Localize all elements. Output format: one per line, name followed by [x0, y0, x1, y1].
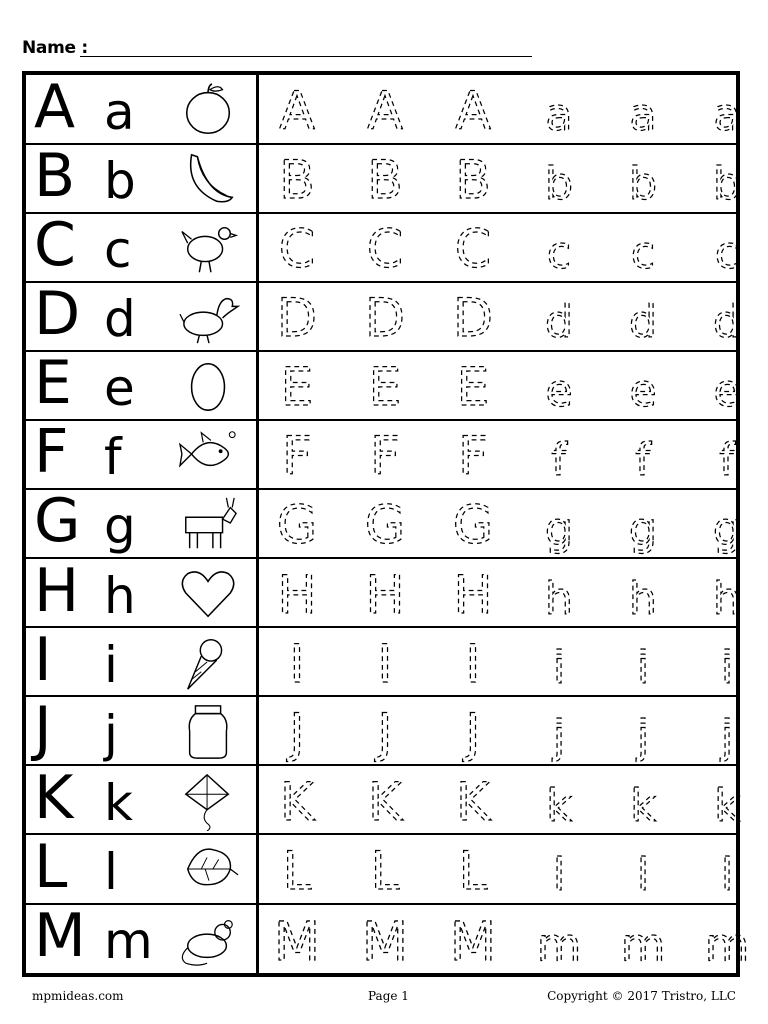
letter-cell [26, 141, 259, 212]
trace-lowercase-b[interactable] [688, 144, 766, 212]
svg-text:I: I [289, 634, 305, 695]
letter-row-j [26, 693, 736, 767]
uppercase-letter: B [34, 141, 76, 212]
svg-text:I: I [377, 634, 393, 695]
svg-text:J: J [465, 703, 481, 764]
svg-text:a: a [545, 90, 573, 142]
svg-text:L: L [458, 841, 488, 902]
trace-lowercase-g[interactable] [688, 489, 766, 557]
trace-uppercase-e[interactable] [258, 351, 336, 419]
svg-text:H: H [365, 565, 405, 626]
jar-icon [178, 702, 240, 762]
trace-uppercase-e[interactable] [346, 351, 424, 419]
letter-row-m [26, 900, 750, 974]
svg-text:E: E [456, 358, 490, 419]
trace-lowercase-d[interactable] [520, 282, 598, 350]
trace-lowercase-b[interactable] [520, 144, 598, 212]
svg-text:h: h [712, 573, 742, 625]
trace-uppercase-j[interactable] [258, 697, 336, 765]
lowercase-letter: g [104, 497, 136, 556]
svg-text:H: H [277, 565, 317, 626]
egg-icon [178, 356, 240, 416]
trace-uppercase-h[interactable] [346, 559, 424, 627]
svg-text:b: b [712, 159, 742, 211]
svg-text:l: l [552, 849, 566, 901]
trace-uppercase-l[interactable] [346, 835, 424, 903]
trace-uppercase-h[interactable] [434, 559, 512, 627]
uppercase-letter: L [34, 831, 68, 902]
svg-text:E: E [280, 358, 314, 419]
mouse-icon [178, 909, 240, 969]
svg-text:F: F [281, 427, 313, 488]
svg-text:a: a [713, 90, 741, 142]
letter-cell [26, 624, 259, 696]
svg-text:L: L [370, 841, 400, 902]
svg-text:f: f [635, 435, 651, 487]
trace-uppercase-m[interactable] [346, 904, 424, 974]
letter-cell [26, 693, 259, 765]
uppercase-letter: D [34, 279, 81, 350]
letter-cell [26, 900, 259, 974]
svg-text:A: A [455, 82, 491, 143]
trace-lowercase-j[interactable] [604, 697, 682, 765]
kite-icon [178, 771, 240, 831]
uppercase-letter: K [34, 762, 74, 833]
trace-uppercase-a[interactable] [258, 75, 336, 143]
letter-row-a [26, 72, 741, 145]
footer-site: mpmideas.com [32, 989, 124, 1003]
svg-text:m: m [536, 917, 582, 972]
uppercase-letter: J [34, 693, 52, 764]
trace-uppercase-l[interactable] [258, 835, 336, 903]
trace-lowercase-c[interactable] [688, 213, 766, 281]
svg-text:l: l [720, 849, 734, 901]
svg-text:K: K [367, 772, 403, 833]
svg-text:i: i [636, 642, 650, 694]
trace-uppercase-f[interactable] [258, 420, 336, 488]
letter-row-i [26, 624, 736, 698]
lowercase-letter: l [104, 842, 118, 901]
svg-text:J: J [377, 703, 393, 764]
svg-text:J: J [289, 703, 305, 764]
svg-text:f: f [719, 435, 735, 487]
trace-uppercase-l[interactable] [434, 835, 512, 903]
chicken-icon [178, 218, 240, 278]
trace-lowercase-m[interactable] [688, 904, 766, 974]
duck-icon [178, 287, 240, 347]
trace-lowercase-l[interactable] [688, 835, 766, 903]
trace-lowercase-k[interactable] [604, 766, 682, 834]
uppercase-letter: A [34, 72, 76, 142]
uppercase-letter: M [34, 900, 86, 971]
trace-uppercase-c[interactable] [434, 213, 512, 281]
trace-uppercase-g[interactable] [258, 489, 336, 557]
apple-icon [178, 80, 240, 140]
svg-text:M: M [273, 909, 321, 973]
trace-lowercase-c[interactable] [520, 213, 598, 281]
svg-text:d: d [628, 297, 658, 349]
lowercase-letter: d [104, 290, 136, 349]
trace-lowercase-a[interactable] [688, 75, 766, 143]
trace-uppercase-d[interactable] [258, 282, 336, 350]
svg-text:g: g [628, 504, 658, 556]
trace-uppercase-j[interactable] [346, 697, 424, 765]
lowercase-letter: h [104, 566, 136, 625]
svg-text:D: D [276, 289, 318, 350]
trace-uppercase-a[interactable] [434, 75, 512, 143]
letter-row-e [26, 348, 741, 421]
letter-row-d [26, 279, 742, 352]
svg-text:C: C [366, 220, 404, 281]
trace-uppercase-f[interactable] [434, 420, 512, 488]
svg-text:C: C [278, 220, 316, 281]
svg-text:m: m [704, 917, 750, 972]
footer-copyright: Copyright © 2017 Tristro, LLC [547, 989, 736, 1003]
trace-uppercase-i[interactable] [258, 628, 336, 696]
heart-icon [178, 564, 240, 624]
trace-lowercase-e[interactable] [520, 351, 598, 419]
trace-lowercase-i[interactable] [520, 628, 598, 696]
tracing-worksheet [22, 71, 750, 977]
svg-text:j: j [636, 711, 650, 763]
svg-text:k: k [630, 780, 656, 832]
svg-text:I: I [465, 634, 481, 695]
svg-text:d: d [544, 297, 574, 349]
lowercase-letter: a [104, 83, 135, 141]
svg-text:B: B [367, 151, 403, 212]
svg-text:G: G [276, 496, 318, 557]
letter-row-h [26, 555, 742, 629]
svg-text:g: g [712, 504, 742, 556]
trace-lowercase-b[interactable] [604, 144, 682, 212]
trace-lowercase-h[interactable] [604, 559, 682, 627]
svg-text:b: b [544, 159, 574, 211]
trace-uppercase-i[interactable] [346, 628, 424, 696]
svg-text:f: f [551, 435, 567, 487]
name-field[interactable] [22, 36, 542, 62]
trace-uppercase-m[interactable] [258, 904, 336, 974]
svg-text:h: h [628, 573, 658, 625]
svg-text:j: j [720, 711, 734, 763]
letter-cell [26, 72, 259, 143]
svg-text:L: L [282, 841, 312, 902]
trace-lowercase-a[interactable] [604, 75, 682, 143]
svg-text:i: i [552, 642, 566, 694]
trace-lowercase-a[interactable] [520, 75, 598, 143]
trace-lowercase-l[interactable] [520, 835, 598, 903]
svg-text:K: K [279, 772, 315, 833]
letter-row-b [26, 141, 742, 214]
svg-text:D: D [452, 289, 494, 350]
trace-uppercase-d[interactable] [434, 282, 512, 350]
trace-lowercase-l[interactable] [604, 835, 682, 903]
lowercase-letter: m [104, 911, 153, 970]
svg-text:m: m [620, 917, 666, 972]
ice-cream-icon [178, 633, 240, 693]
svg-text:k: k [546, 780, 572, 832]
trace-lowercase-f[interactable] [688, 420, 766, 488]
svg-text:C: C [454, 220, 492, 281]
trace-uppercase-k[interactable] [434, 766, 512, 834]
svg-text:j: j [552, 711, 566, 763]
letter-cell [26, 831, 259, 903]
trace-lowercase-g[interactable] [520, 489, 598, 557]
trace-lowercase-i[interactable] [688, 628, 766, 696]
trace-lowercase-f[interactable] [604, 420, 682, 488]
lowercase-letter: j [104, 704, 118, 763]
svg-text:h: h [544, 573, 574, 625]
svg-text:B: B [279, 151, 315, 212]
trace-lowercase-g[interactable] [604, 489, 682, 557]
svg-text:d: d [712, 297, 742, 349]
name-label: Name : [22, 38, 88, 58]
svg-text:e: e [545, 366, 573, 418]
trace-lowercase-d[interactable] [688, 282, 766, 350]
goat-icon [178, 494, 240, 554]
lowercase-letter: e [104, 359, 135, 418]
uppercase-letter: G [34, 486, 81, 557]
svg-text:c: c [714, 228, 740, 280]
letter-cell [26, 762, 259, 834]
trace-lowercase-f[interactable] [520, 420, 598, 488]
trace-uppercase-d[interactable] [346, 282, 424, 350]
lowercase-letter: f [104, 428, 122, 487]
svg-text:G: G [364, 496, 406, 557]
banana-icon [178, 149, 240, 209]
trace-lowercase-m[interactable] [604, 904, 682, 974]
svg-text:c: c [630, 228, 656, 280]
trace-lowercase-k[interactable] [520, 766, 598, 834]
uppercase-letter: E [34, 348, 72, 419]
uppercase-letter: I [34, 624, 52, 695]
trace-uppercase-h[interactable] [258, 559, 336, 627]
letter-cell [26, 348, 259, 419]
svg-text:D: D [364, 289, 406, 350]
svg-text:i: i [720, 642, 734, 694]
svg-text:g: g [544, 504, 574, 556]
leaf-icon [178, 840, 240, 900]
trace-lowercase-i[interactable] [604, 628, 682, 696]
uppercase-letter: H [34, 555, 80, 626]
uppercase-letter: C [34, 210, 76, 281]
trace-uppercase-c[interactable] [258, 213, 336, 281]
trace-lowercase-h[interactable] [520, 559, 598, 627]
trace-uppercase-a[interactable] [346, 75, 424, 143]
lowercase-letter: c [104, 221, 132, 280]
svg-text:F: F [369, 427, 401, 488]
trace-lowercase-d[interactable] [604, 282, 682, 350]
trace-uppercase-k[interactable] [346, 766, 424, 834]
svg-text:A: A [279, 82, 315, 143]
footer-page-number: Page 1 [368, 989, 409, 1003]
svg-text:G: G [452, 496, 494, 557]
name-write-line[interactable] [80, 56, 532, 57]
svg-text:K: K [455, 772, 491, 833]
letter-cell [26, 555, 259, 627]
trace-uppercase-g[interactable] [434, 489, 512, 557]
letter-row-l [26, 831, 736, 905]
lowercase-letter: i [104, 635, 118, 694]
letter-cell [26, 417, 259, 488]
svg-text:M: M [361, 909, 409, 973]
trace-uppercase-j[interactable] [434, 697, 512, 765]
trace-lowercase-h[interactable] [688, 559, 766, 627]
svg-text:M: M [449, 909, 497, 973]
svg-text:b: b [628, 159, 658, 211]
letter-cell [26, 279, 259, 350]
lowercase-letter: k [104, 773, 133, 832]
svg-text:E: E [368, 358, 402, 419]
uppercase-letter: F [34, 417, 69, 488]
trace-uppercase-e[interactable] [434, 351, 512, 419]
trace-lowercase-m[interactable] [520, 904, 598, 974]
trace-lowercase-k[interactable] [688, 766, 766, 834]
letter-row-g [26, 486, 742, 559]
svg-text:e: e [713, 366, 741, 418]
trace-uppercase-b[interactable] [346, 144, 424, 212]
lowercase-letter: b [104, 152, 136, 211]
trace-lowercase-c[interactable] [604, 213, 682, 281]
trace-uppercase-f[interactable] [346, 420, 424, 488]
svg-text:B: B [455, 151, 491, 212]
svg-text:H: H [453, 565, 493, 626]
letter-row-k [26, 762, 740, 836]
trace-uppercase-i[interactable] [434, 628, 512, 696]
svg-text:e: e [629, 366, 657, 418]
svg-text:a: a [629, 90, 657, 142]
trace-uppercase-k[interactable] [258, 766, 336, 834]
svg-text:c: c [546, 228, 572, 280]
letter-cell [26, 486, 259, 557]
svg-text:l: l [636, 849, 650, 901]
letter-row-f [26, 417, 736, 490]
trace-uppercase-m[interactable] [434, 904, 512, 974]
letter-cell [26, 210, 259, 281]
svg-text:F: F [457, 427, 489, 488]
trace-uppercase-g[interactable] [346, 489, 424, 557]
trace-lowercase-e[interactable] [604, 351, 682, 419]
trace-uppercase-b[interactable] [434, 144, 512, 212]
letter-row-c [26, 210, 740, 283]
trace-lowercase-j[interactable] [520, 697, 598, 765]
trace-lowercase-e[interactable] [688, 351, 766, 419]
trace-uppercase-c[interactable] [346, 213, 424, 281]
svg-text:k: k [714, 780, 740, 832]
trace-uppercase-b[interactable] [258, 144, 336, 212]
svg-text:A: A [367, 82, 403, 143]
fish-icon [178, 425, 240, 485]
trace-lowercase-j[interactable] [688, 697, 766, 765]
